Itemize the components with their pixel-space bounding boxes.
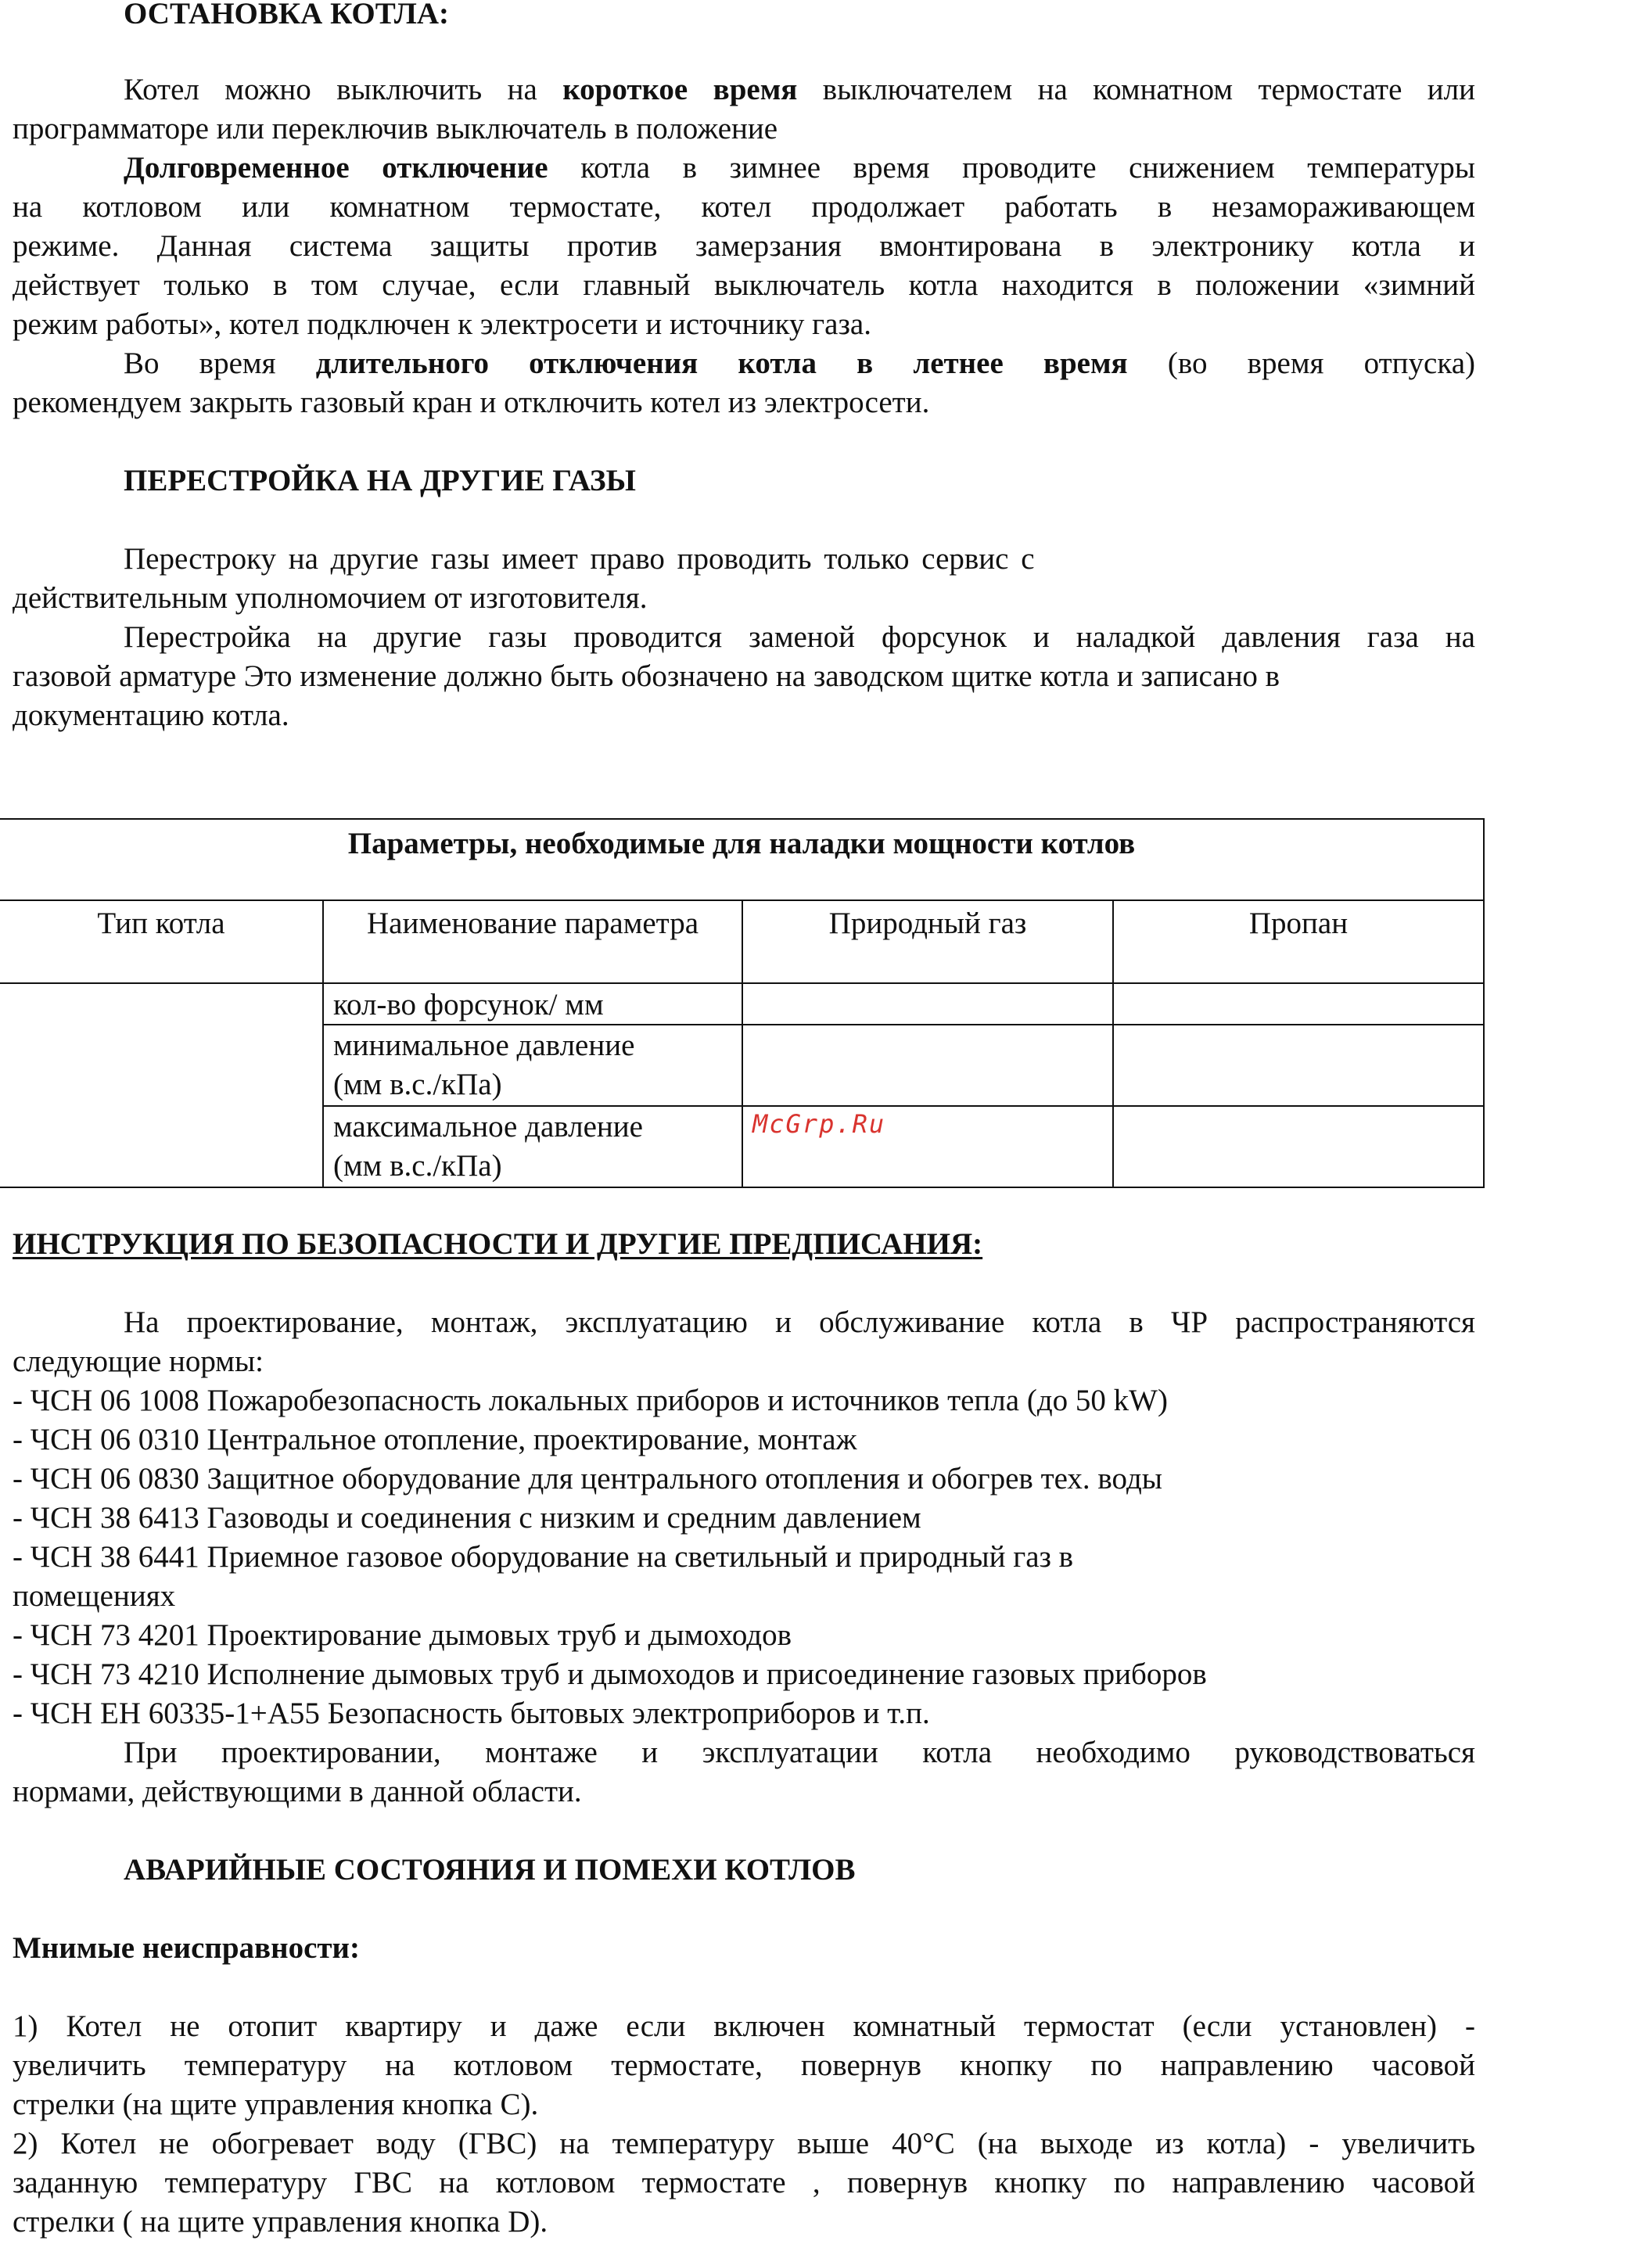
table-header-cell: Природный газ (828, 907, 1027, 940)
paragraph-line: Перестройка на другие газы проводится заменой форсунок и наладкой давления газа на (124, 620, 1475, 654)
section-heading-gas: ПЕРЕСТРОЙКА НА ДРУГИЕ ГАЗЫ (124, 464, 636, 497)
list-item: помещениях (13, 1579, 176, 1613)
list-item: - ЧСН 06 0310 Центральное отопление, проектирование, монтаж (13, 1423, 857, 1456)
list-item: - ЧСН ЕН 60335-1+A55 Безопасность бытовых электроприборов и т.п. (13, 1697, 930, 1730)
list-item: - ЧСН 38 6413 Газоводы и соединения с низким и средним давлением (13, 1501, 921, 1535)
paragraph-line: Долговременное отключение котла в зимнее время проводите снижением температуры (124, 151, 1475, 185)
paragraph-line: режим работы», котел подключен к электросети и источнику газа. (13, 307, 871, 341)
section-heading-safety: ИНСТРУКЦИЯ ПО БЕЗОПАСНОСТИ И ДРУГИЕ ПРЕДПИСАНИЯ: (13, 1227, 983, 1261)
watermark: McGrp.Ru (752, 1109, 886, 1139)
table-header-cell: Наименование параметра (366, 907, 699, 940)
table-cell: кол-во форсунок/ мм (333, 988, 604, 1022)
list-item: - ЧСН 06 1008 Пожаробезопасность локальных приборов и источников тепла (до 50 kW) (13, 1384, 1168, 1417)
list-item: - ЧСН 38 6441 Приемное газовое оборудование на светильный и природный газ в (13, 1540, 1074, 1574)
paragraph-line: рекомендуем закрыть газовый кран и отключить котел из электросети. (13, 386, 930, 419)
paragraph-line: программаторе или переключив выключатель в положение (13, 112, 778, 145)
paragraph-line: документацию котла. (13, 698, 289, 732)
table-header-cell: Пропан (1248, 907, 1349, 940)
paragraph-line: стрелки ( на щите управления кнопка D). (13, 2205, 548, 2239)
paragraph-line: 2) Котел не обогревает воду (ГВС) на температуру выше 40°C (на выходе из котла) - увеличить (13, 2127, 1475, 2160)
paragraph-line: Перестроку на другие газы имеет право проводить только сервис с (124, 542, 1035, 576)
table-cell: (мм в.с./кПа) (333, 1149, 502, 1183)
paragraph-line: действует только в том случае, если главный выключатель котла находится в положении «зимний (13, 268, 1475, 302)
paragraph-line: газовой арматуре Это изменение должно быть обозначено на заводском щитке котла и записано в (13, 659, 1280, 693)
paragraph-line: режиме. Данная система защиты против замерзания вмонтирована в электронику котла и (13, 229, 1475, 263)
paragraph-line: следующие нормы: (13, 1345, 264, 1378)
paragraph-line: стрелки (на щите управления кнопка С). (13, 2088, 539, 2121)
subheading: Мнимые неисправности: (13, 1931, 361, 1965)
paragraph-line: на котловом или комнатном термостате, котел продолжает работать в незамораживающем (13, 190, 1475, 224)
paragraph-line: Котел можно выключить на короткое время выключателем на комнатном термостате или (124, 73, 1475, 106)
paragraph-line: заданную температуру ГВС на котловом термостате , повернув кнопку по направлению часовой (13, 2166, 1475, 2199)
paragraph-line: действительным уполномочием от изготовителя. (13, 581, 648, 615)
parameters-table (0, 818, 1485, 1188)
paragraph-line: нормами, действующими в данной области. (13, 1775, 582, 1808)
list-item: - ЧСН 06 0830 Защитное оборудование для центрального отопления и обогрев тех. воды (13, 1462, 1162, 1496)
paragraph-line: При проектировании, монтаже и эксплуатации котла необходимо руководствоваться (124, 1736, 1475, 1769)
paragraph-line: увеличить температуру на котловом термостате, повернув кнопку по направлению часовой (13, 2049, 1475, 2082)
table-title: Параметры, необходимые для наладки мощности котлов (347, 827, 1136, 860)
table-cell: максимальное давление (333, 1110, 643, 1144)
paragraph-line: На проектирование, монтаж, эксплуатацию и обслуживание котла в ЧР распространяются (124, 1305, 1475, 1339)
list-item: - ЧСН 73 4210 Исполнение дымовых труб и дымоходов и присоединение газовых приборов (13, 1657, 1207, 1691)
table-cell: (мм в.с./кПа) (333, 1068, 502, 1101)
table-cell: минимальное давление (333, 1029, 635, 1062)
paragraph-line: Во время длительного отключения котла в летнее время (во время отпуска) (124, 347, 1476, 380)
paragraph-line: 1) Котел не отопит квартиру и даже если включен комнатный термостат (если установлен) - (13, 2009, 1475, 2043)
section-heading-stop: ОСТАНОВКА КОТЛА: (124, 0, 450, 31)
table-header-cell: Тип котла (97, 907, 225, 940)
list-item: - ЧСН 73 4201 Проектирование дымовых труб и дымоходов (13, 1618, 792, 1652)
table-rule (322, 1105, 1483, 1107)
section-heading-faults: АВАРИЙНЫЕ СОСТОЯНИЯ И ПОМЕХИ КОТЛОВ (124, 1853, 856, 1887)
